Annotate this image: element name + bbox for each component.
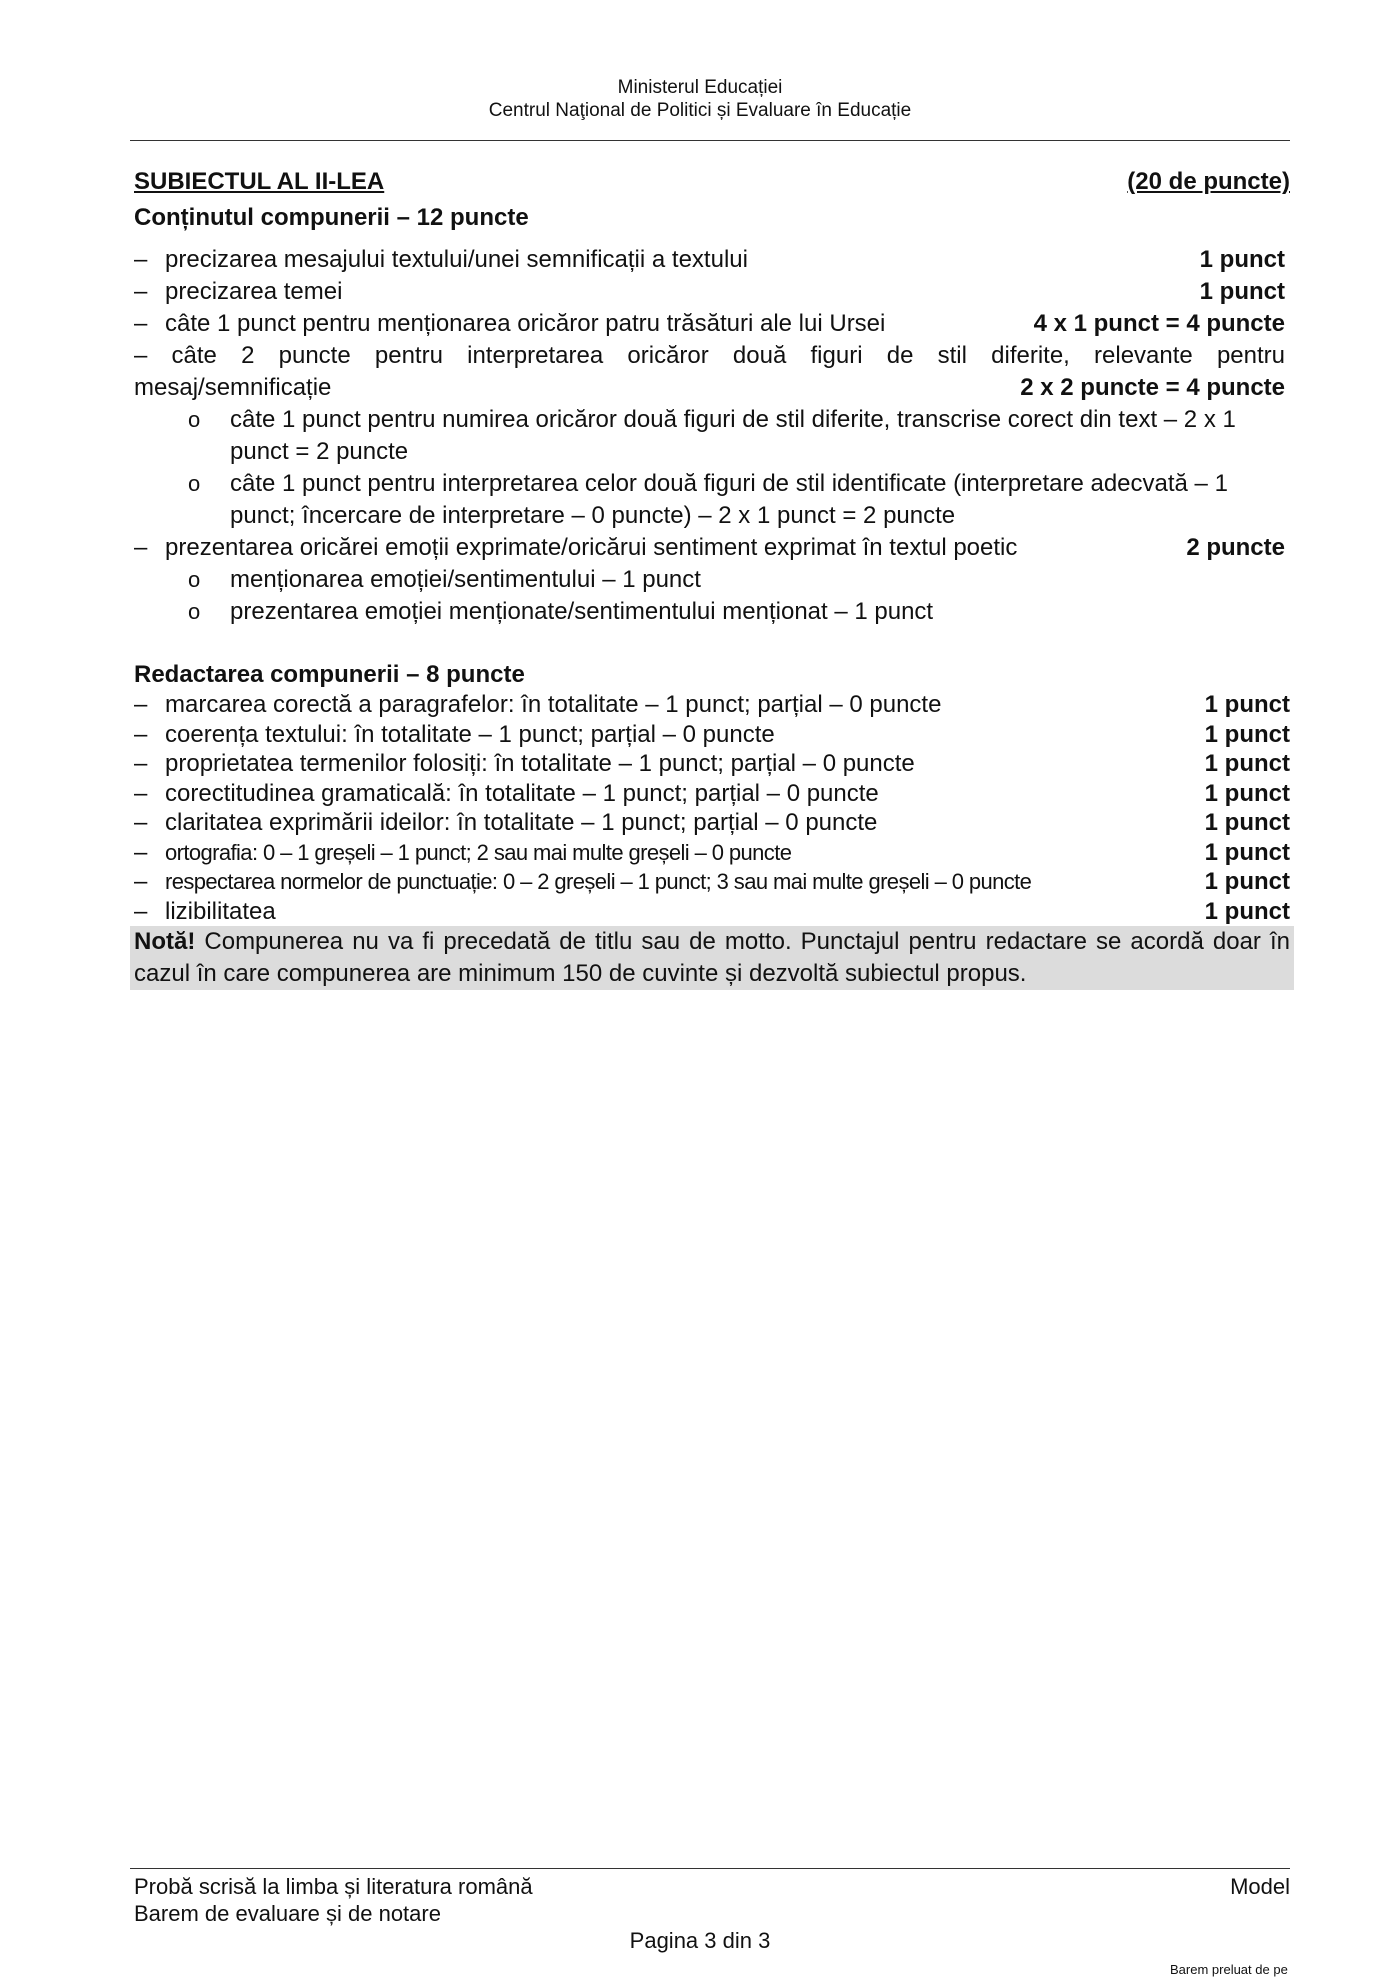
sub-item-text: câte 1 punct pentru numirea oricăror două figuri de stil diferite, transcrise corect din text – 2 x 1 punct = 2 puncte <box>230 406 1236 465</box>
list-item <box>134 244 1290 276</box>
figures-points: 2 x 2 puncte = 4 puncte <box>1020 374 1285 401</box>
criterion-text: precizarea mesajului textului/unei semnificații a textului <box>165 246 748 273</box>
criterion-points: 1 punct <box>1204 809 1290 836</box>
dash-marker: – <box>134 868 148 895</box>
criterion-text: proprietatea termenilor folosiți: în totalitate – 1 punct; parțial – 0 puncte <box>165 750 915 777</box>
criterion-points: 1 punct <box>1204 691 1290 718</box>
subject-points: (20 de puncte) <box>1127 168 1290 195</box>
criterion-points: 1 punct <box>1199 278 1285 305</box>
main-content <box>134 166 1290 990</box>
page-footer <box>134 1873 1290 1927</box>
content-section-title: Conținutul compunerii – 12 puncte <box>134 204 529 231</box>
writing-section-title: Redactarea compunerii – 8 puncte <box>134 661 525 688</box>
footer-exam-title: Probă scrisă la limba și literatura română <box>134 1874 533 1899</box>
footer-document-type: Barem de evaluare și de notare <box>134 1901 441 1926</box>
criterion-points: 1 punct <box>1199 246 1285 273</box>
list-item <box>134 532 1290 564</box>
list-item <box>134 720 1290 750</box>
footer-divider <box>130 1868 1290 1869</box>
list-item <box>134 779 1290 809</box>
criterion-text: câte 1 punct pentru menționarea oricăror patru trăsături ale lui Ursei <box>165 310 886 337</box>
criterion-points: 1 punct <box>1204 897 1290 925</box>
sub-item-text: câte 1 punct pentru interpretarea celor două figuri de stil identificate (interpretare adecvată – 1 punct; încercare de interpretare – 0 puncte) – 2 x 1 punct = 2 puncte <box>230 470 1228 529</box>
note-label: Notă! <box>134 928 196 955</box>
criterion-points: 1 punct <box>1204 750 1290 777</box>
circle-bullet-icon: o <box>188 599 201 624</box>
footer-model-label: Model <box>1230 1874 1290 1899</box>
dash-marker: – <box>134 750 148 777</box>
dash-marker: – <box>134 310 148 337</box>
dash-marker: – <box>134 720 148 748</box>
criterion-text: claritatea exprimării ideilor: în totalitate – 1 punct; parțial – 0 puncte <box>165 809 878 836</box>
subject-title: SUBIECTUL AL II-LEA <box>134 168 385 195</box>
dash-marker: – <box>134 534 148 561</box>
page-number: Pagina 3 din 3 <box>629 1928 771 1953</box>
criterion-points: 1 punct <box>1204 779 1290 807</box>
sub-item <box>134 404 1290 468</box>
note-text: Compunerea nu va fi precedată de titlu sau de motto. Punctajul pentru redactare se acordă doar în cazul în care compunerea are minimum 150 de cuvinte și dezvoltă subiectul propus. <box>134 928 1290 987</box>
criterion-points: 4 x 1 punct = 4 puncte <box>1033 310 1285 337</box>
criterion-points: 1 punct <box>1204 720 1290 748</box>
criterion-text: lizibilitatea <box>165 897 276 925</box>
list-item <box>134 690 1290 720</box>
list-item <box>134 867 1290 897</box>
sub-item-text: prezentarea emoției menționate/sentimentului menționat – 1 punct <box>230 598 934 625</box>
list-item <box>134 897 1290 927</box>
sub-item <box>134 564 1290 596</box>
page-header <box>0 76 1400 122</box>
list-item <box>134 308 1290 340</box>
sub-item <box>134 468 1290 532</box>
list-item <box>134 276 1290 308</box>
dash-marker: – <box>134 779 148 807</box>
criterion-text: coerența textului: în totalitate – 1 punct; parțial – 0 puncte <box>165 720 775 748</box>
sub-item-text: menționarea emoției/sentimentului – 1 punct <box>230 566 701 593</box>
header-center: Centrul Naţional de Politici și Evaluare în Educație <box>488 100 912 121</box>
figures-criterion <box>134 340 1290 404</box>
list-item <box>134 808 1290 838</box>
dash-marker: – <box>134 897 148 925</box>
criterion-points: 2 puncte <box>1186 534 1285 561</box>
criterion-text: marcarea corectă a paragrafelor: în totalitate – 1 punct; parțial – 0 puncte <box>165 691 942 718</box>
header-ministry: Ministerul Educației <box>617 77 783 98</box>
note-box <box>130 926 1294 990</box>
criterion-points: 1 punct <box>1204 838 1290 866</box>
list-item <box>134 749 1290 779</box>
figures-text-line2: mesaj/semnificație <box>134 374 332 401</box>
circle-bullet-icon: o <box>188 567 201 592</box>
circle-bullet-icon: o <box>188 471 201 496</box>
circle-bullet-icon: o <box>188 407 201 432</box>
source-note: Barem preluat de pe <box>1170 1962 1288 1977</box>
criterion-text: prezentarea oricărei emoții exprimate/oricărui sentiment exprimat în textul poetic <box>165 534 1018 561</box>
dash-marker: – <box>134 838 148 866</box>
header-divider <box>130 140 1290 141</box>
criterion-text: ortografia: 0 – 1 greșeli – 1 punct; 2 sau mai multe greșeli – 0 puncte <box>165 839 792 865</box>
dash-marker: – <box>134 691 148 718</box>
figures-text-line1: – câte 2 puncte pentru interpretarea oricăror două figuri de stil diferite, relevante pentru <box>134 342 1285 369</box>
list-item <box>134 838 1290 868</box>
dash-marker: – <box>134 278 148 305</box>
criterion-text: corectitudinea gramaticală: în totalitate – 1 punct; parțial – 0 puncte <box>165 779 879 807</box>
criterion-text: precizarea temei <box>165 278 343 305</box>
subject-heading <box>134 166 1290 198</box>
criterion-points: 1 punct <box>1204 868 1290 895</box>
criterion-text: respectarea normelor de punctuație: 0 – 2 greșeli – 1 punct; 3 sau mai multe greșeli – 0 puncte <box>165 869 1032 894</box>
dash-marker: – <box>134 809 148 836</box>
dash-marker: – <box>134 246 148 273</box>
sub-item <box>134 596 1290 628</box>
